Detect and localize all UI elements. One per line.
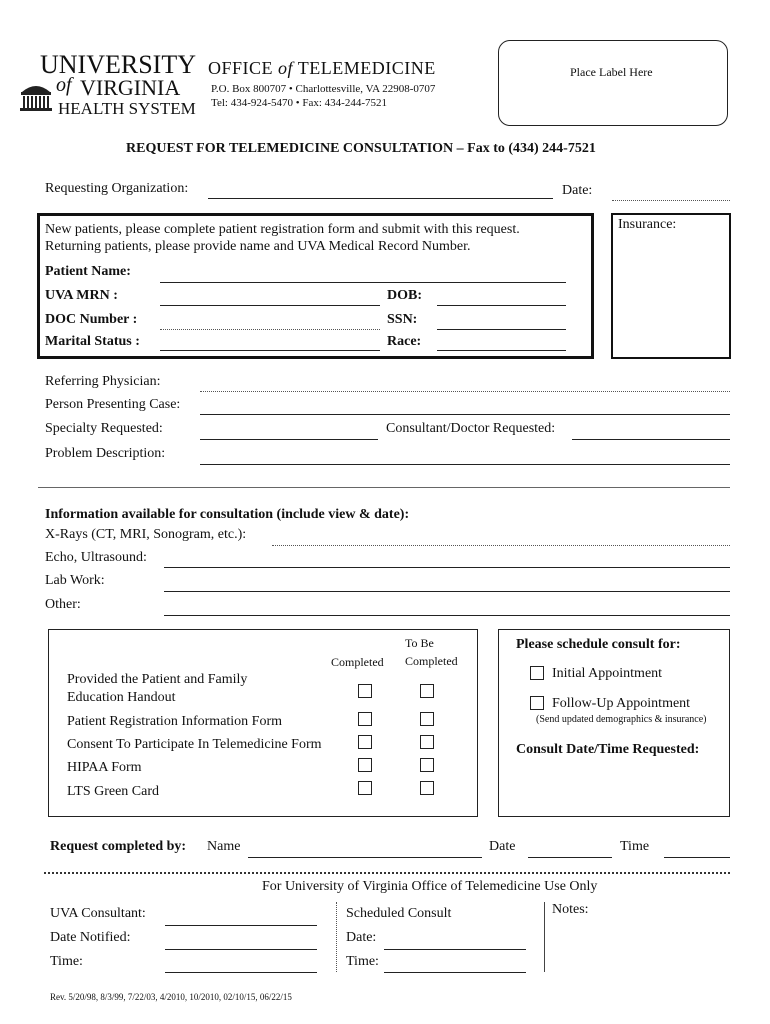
specialty-field[interactable] xyxy=(200,439,378,440)
specialty-label: Specialty Requested: xyxy=(45,421,163,436)
consent-to-be-completed-checkbox[interactable] xyxy=(420,735,434,749)
scheduled-time-label: Time: xyxy=(346,954,379,969)
logo-university: UNIVERSITY xyxy=(40,50,196,79)
ssn-field[interactable] xyxy=(437,329,566,330)
scheduled-consult-label: Scheduled Consult xyxy=(346,906,452,921)
patient-name-field[interactable] xyxy=(160,282,566,283)
to-be-header-1: To Be xyxy=(405,636,434,650)
scheduled-date-label: Date: xyxy=(346,930,377,945)
notes-label: Notes: xyxy=(552,902,589,917)
race-field[interactable] xyxy=(437,350,566,351)
uva-mrn-field[interactable] xyxy=(160,305,380,306)
scheduled-date-field[interactable] xyxy=(384,949,526,950)
consultant-requested-label: Consultant/Doctor Requested: xyxy=(386,421,556,436)
xrays-label: X-Rays (CT, MRI, Sonogram, etc.): xyxy=(45,527,247,542)
completed-by-label: Request completed by: xyxy=(50,839,187,854)
handout-completed-checkbox[interactable] xyxy=(358,684,372,698)
registration-completed-checkbox[interactable] xyxy=(358,712,372,726)
completed-by-date-field[interactable] xyxy=(528,857,612,858)
completed-by-name-label: Name xyxy=(207,839,241,854)
handout-to-be-completed-checkbox[interactable] xyxy=(420,684,434,698)
label-box xyxy=(498,40,728,126)
doc-number-field[interactable] xyxy=(160,329,380,330)
logo-health-system: HEALTH SYSTEM xyxy=(58,99,196,118)
followup-note: (Send updated demographics & insurance) xyxy=(536,714,707,725)
office-title: OFFICE of TELEMEDICINE xyxy=(208,58,436,78)
hipaa-to-be-completed-checkbox[interactable] xyxy=(420,758,434,772)
requesting-org-label: Requesting Organization: xyxy=(45,181,189,196)
office-phone: Tel: 434-924-5470 • Fax: 434-244-7521 xyxy=(211,97,388,109)
patient-instructions-1: New patients, please complete patient registration form and submit with this request. xyxy=(45,222,520,237)
completed-by-time-field[interactable] xyxy=(664,857,730,858)
initial-appointment-checkbox[interactable] xyxy=(530,666,544,680)
form-title: REQUEST FOR TELEMEDICINE CONSULTATION – Fax to (434) 244-7521 xyxy=(126,141,596,156)
dob-field[interactable] xyxy=(437,305,566,306)
checklist-item-consent: Consent To Participate In Telemedicine Form xyxy=(67,737,322,752)
registration-to-be-completed-checkbox[interactable] xyxy=(420,712,434,726)
referring-physician-field[interactable] xyxy=(200,391,730,392)
consent-completed-checkbox[interactable] xyxy=(358,735,372,749)
doc-number-label: DOC Number : xyxy=(45,312,138,327)
other-label: Other: xyxy=(45,597,81,612)
logo-of: of xyxy=(56,74,72,96)
initial-appointment-label: Initial Appointment xyxy=(552,666,663,681)
office-use-vertical-rule-1 xyxy=(336,902,337,972)
requesting-org-field[interactable] xyxy=(208,198,553,199)
completed-by-date-label: Date xyxy=(489,839,516,854)
race-label: Race: xyxy=(387,334,422,349)
checklist-item-lts: LTS Green Card xyxy=(67,784,160,799)
referring-physician-label: Referring Physician: xyxy=(45,374,161,389)
office-address: P.O. Box 800707 • Charlottesville, VA 22908-0707 xyxy=(211,83,436,95)
checklist-item-hipaa: HIPAA Form xyxy=(67,760,142,775)
followup-appointment-checkbox[interactable] xyxy=(530,696,544,710)
completed-header: Completed xyxy=(331,655,384,669)
hipaa-completed-checkbox[interactable] xyxy=(358,758,372,772)
patient-instructions-2: Returning patients, please provide name and UVA Medical Record Number. xyxy=(45,239,471,254)
date-notified-field[interactable] xyxy=(165,949,317,950)
date-label: Date: xyxy=(562,183,593,198)
office-use-heading: For University of Virginia Office of Telemedicine Use Only xyxy=(262,879,598,894)
marital-status-label: Marital Status : xyxy=(45,334,140,349)
date-notified-label: Date Notified: xyxy=(50,930,131,945)
patient-name-label: Patient Name: xyxy=(45,264,131,279)
schedule-heading: Please schedule consult for: xyxy=(516,637,681,652)
xrays-field[interactable] xyxy=(272,545,730,546)
office-use-vertical-rule-2 xyxy=(544,902,545,972)
insurance-label: Insurance: xyxy=(618,217,677,232)
marital-status-field[interactable] xyxy=(160,350,380,351)
completed-by-name-field[interactable] xyxy=(248,857,482,858)
ssn-label: SSN: xyxy=(387,312,418,327)
lab-work-field[interactable] xyxy=(164,591,730,592)
followup-appointment-label: Follow-Up Appointment xyxy=(552,696,691,711)
uva-consultant-field[interactable] xyxy=(165,925,317,926)
checklist-item-registration: Patient Registration Information Form xyxy=(67,714,283,729)
other-field[interactable] xyxy=(164,615,730,616)
uva-consultant-label: UVA Consultant: xyxy=(50,906,146,921)
lab-work-label: Lab Work: xyxy=(45,573,105,588)
office-use-divider xyxy=(44,872,730,874)
echo-label: Echo, Ultrasound: xyxy=(45,550,147,565)
checklist-item-handout-2: Education Handout xyxy=(67,690,176,705)
problem-description-label: Problem Description: xyxy=(45,446,166,461)
insurance-box[interactable] xyxy=(611,213,731,359)
rotunda-icon xyxy=(18,78,54,112)
office-time-field[interactable] xyxy=(165,972,317,973)
revision-note: Rev. 5/20/98, 8/3/99, 7/22/03, 4/2010, 10/2010, 02/10/15, 06/22/15 xyxy=(50,992,292,1002)
consult-datetime-label: Consult Date/Time Requested: xyxy=(516,742,700,757)
to-be-header-2: Completed xyxy=(405,654,458,668)
person-presenting-label: Person Presenting Case: xyxy=(45,397,181,412)
scheduled-time-field[interactable] xyxy=(384,972,526,973)
problem-description-field[interactable] xyxy=(200,464,730,465)
info-heading: Information available for consultation (include view & date): xyxy=(45,507,410,522)
echo-field[interactable] xyxy=(164,567,730,568)
dob-label: DOB: xyxy=(387,288,422,303)
lts-completed-checkbox[interactable] xyxy=(358,781,372,795)
section-divider xyxy=(38,487,730,488)
consultant-requested-field[interactable] xyxy=(572,439,730,440)
logo-virginia: VIRGINIA xyxy=(80,75,181,100)
person-presenting-field[interactable] xyxy=(200,414,730,415)
completed-by-time-label: Time xyxy=(620,839,650,854)
date-field[interactable] xyxy=(612,200,730,201)
uva-mrn-label: UVA MRN : xyxy=(45,288,118,303)
label-box-text: Place Label Here xyxy=(570,65,653,79)
checklist-item-handout-1: Provided the Patient and Family xyxy=(67,672,248,687)
lts-to-be-completed-checkbox[interactable] xyxy=(420,781,434,795)
office-time-label: Time: xyxy=(50,954,83,969)
